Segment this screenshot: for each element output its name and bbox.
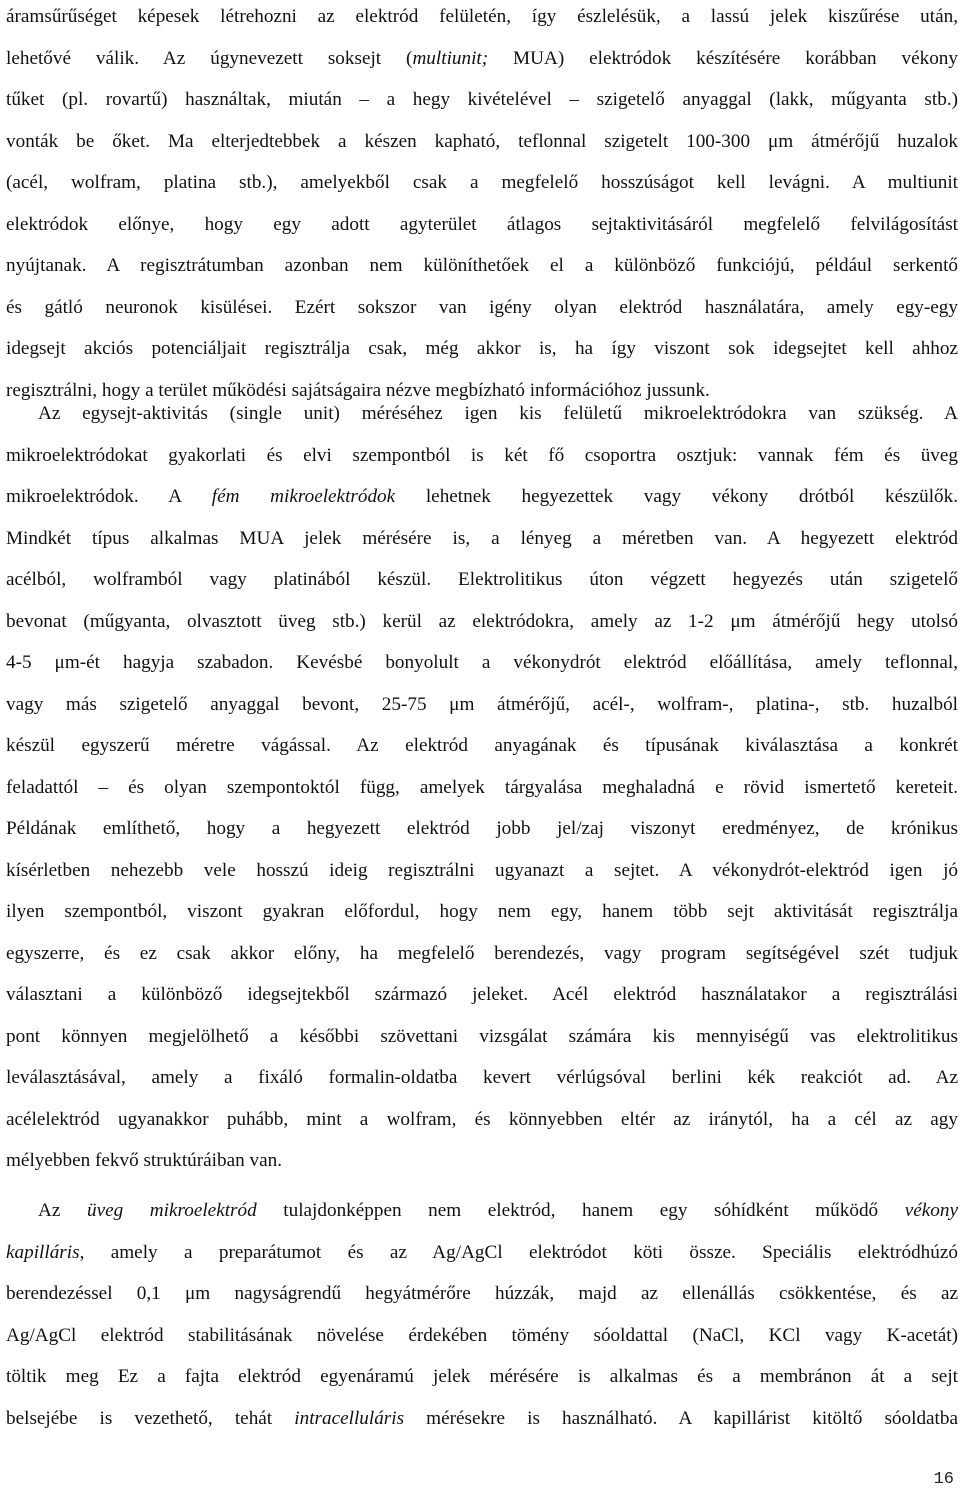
text-line: Példának említhető, hogy a hegyezett elektród jobb jel/zaj viszonyt eredményez, de krónikus xyxy=(6,818,958,839)
text-line: és gátló neuronok kisülései. Ezért sokszor van igény olyan elektród használatára, amely egy-egy xyxy=(6,296,958,318)
italic-term: üveg mikroelektród xyxy=(86,1200,257,1221)
page-number: 16 xyxy=(933,1470,954,1489)
text-line: idegsejt akciós potenciáljait regisztrálja csak, még akkor is, ha így viszont sok idegsejtet kell ahhoz xyxy=(6,338,958,359)
text-line: feladattól – és olyan szempontoktól függ, amelyek tárgyalása meghaladná e rövid ismertető kereteit. xyxy=(6,776,958,798)
text-line: készül egyszerű méretre vágással. Az elektród anyagának és típusának kiválasztása a konkrét xyxy=(6,735,958,756)
text-line-rich: mikroelektródok. A fém mikroelektródok lehetnek hegyezettek vagy vékony drótból készülők. xyxy=(6,486,959,507)
text-line-rich: lehetővé válik. Az úgynevezett soksejt (multiunit; MUA) elektródok készítésére korábban vékony xyxy=(6,47,958,69)
text-line: nyújtanak. A regisztrátumban azonban nem különíthetőek el a különböző funkciójú, például serkentő xyxy=(6,255,958,276)
text-line: Mindkét típus alkalmas MUA jelek mérésére is, a lényeg a méretben van. A hegyezett elektród xyxy=(6,527,958,549)
paragraph-multiunit xyxy=(6,0,958,411)
text-line: választani a különböző idegsejtekből származó jeleket. Acél elektród használatakor a regisztrálási xyxy=(6,984,958,1005)
text-line xyxy=(6,1232,958,1274)
paragraph-glass-microelectrode xyxy=(6,1190,958,1439)
text-line: tűket (pl. rovartű) használtak, miután – a hegy kivételével – szigetelő anyaggal (lakk, műgyanta stb.) xyxy=(6,89,958,110)
text-line: leválasztásával, amely a fixáló formalin-oldatba kevert vérlúgsóval berlini kék reakciót ad. Az xyxy=(6,1067,958,1088)
text-line: mélyebben fekvő struktúráiban van. xyxy=(6,1150,282,1171)
text-line: Az egysejt-aktivitás (single unit) méréséhez igen kis felületű mikroelektródokra van szükség. A xyxy=(38,403,958,424)
text-line: elektródok előnye, hogy egy adott agyterület átlagos sejtaktivitásáról megfelelő felvilágosítást xyxy=(6,213,958,235)
text-line: acélelektród ugyanakkor puhább, mint a wolfram, és könnyebben eltér az iránytól, ha a cél az agy xyxy=(6,1108,958,1130)
text-line: mikroelektródokat gyakorlati és elvi szempontból is két fő csoportra osztjuk: vannak fém és üveg xyxy=(6,444,958,466)
text-line: Ag/AgCl elektród stabilitásának növelése érdekében tömény sóoldattal (NaCl, KCl vagy K-acetát) xyxy=(6,1324,958,1346)
text-line: bevonat (műgyanta, olvasztott üveg stb.) kerül az elektródokra, amely az 1-2 μm átmérőjű hegy utolsó xyxy=(6,610,958,632)
paragraph-single-unit xyxy=(6,393,958,1182)
text-line: vagy más szigetelő anyaggal bevont, 25-75 μm átmérőjű, acél-, wolfram-, platina-, stb. huzalból xyxy=(6,693,958,715)
text-line-rich: belsejébe is vezethető, tehát intracelluláris mérésekre is használható. A kapillárist kitöltő sóoldatba xyxy=(6,1407,959,1429)
text-line: áramsűrűséget képesek létrehozni az elektród felületén, így észlelésük, a lassú jelek kiszűrése után, xyxy=(6,6,958,27)
text-line: acélból, wolframból vagy platinából készül. Elektrolitikus úton végzett hegyezés után szigetelő xyxy=(6,569,958,590)
text-line: egyszerre, és ez csak akkor előny, ha megfelelő berendezés, vagy program segítségével szét tudjuk xyxy=(6,942,958,964)
text-line: (acél, wolfram, platina stb.), amelyekből csak a megfelelő hosszúságot kell levágni. A multiunit xyxy=(6,172,958,193)
text-line: ilyen szempontból, viszont gyakran előfordul, hogy nem egy, hanem több sejt aktivitását regisztrálja xyxy=(6,901,958,922)
text-line xyxy=(6,476,958,518)
text-line: vonták be őket. Ma elterjedtebbek a készen kapható, teflonnal szigetelt 100-300 μm átmérőjű huzalok xyxy=(6,130,958,152)
italic-term: kapilláris xyxy=(6,1241,80,1263)
text-line xyxy=(6,1190,958,1232)
text-line: töltik meg Ez a fajta elektród egyenáramú jelek mérésére is alkalmas és a membránon át a sejt xyxy=(6,1366,958,1387)
italic-term: vékony xyxy=(904,1200,959,1221)
italic-term: fém mikroelektródok xyxy=(211,486,396,507)
text-line xyxy=(6,38,958,80)
text-line: pont könnyen megjelölhető a későbbi szövettani vizsgálat számára kis mennyiségű vas elektrolitikus xyxy=(6,1025,958,1047)
text-line: kísérletben nehezebb vele hosszú ideig regisztrálni ugyanazt a sejtet. A vékonydrót-elektród igen jó xyxy=(6,859,958,881)
italic-term: multiunit; xyxy=(412,47,489,69)
text-line: berendezéssel 0,1 μm nagyságrendű hegyátmérőre húzzák, majd az ellenállás csökkentése, és az xyxy=(6,1283,958,1304)
text-line-rich: Az üveg mikroelektród tulajdonképpen nem elektród, hanem egy sóhídként működő vékony xyxy=(38,1200,959,1221)
text-line-rich: kapilláris, amely a preparátumot és az Ag/AgCl elektródot köti össze. Speciális elektródhúzó xyxy=(6,1241,958,1263)
text-line: regisztrálni, hogy a terület működési sajátságaira nézve megbízható információhoz jussunk. xyxy=(6,379,710,401)
text-line xyxy=(6,1398,958,1440)
text-line: 4-5 μm-ét hagyja szabadon. Kevésbé bonyolult a vékonydrót elektród előállítása, amely teflonnal, xyxy=(6,652,958,673)
italic-term: intracelluláris xyxy=(294,1407,405,1429)
